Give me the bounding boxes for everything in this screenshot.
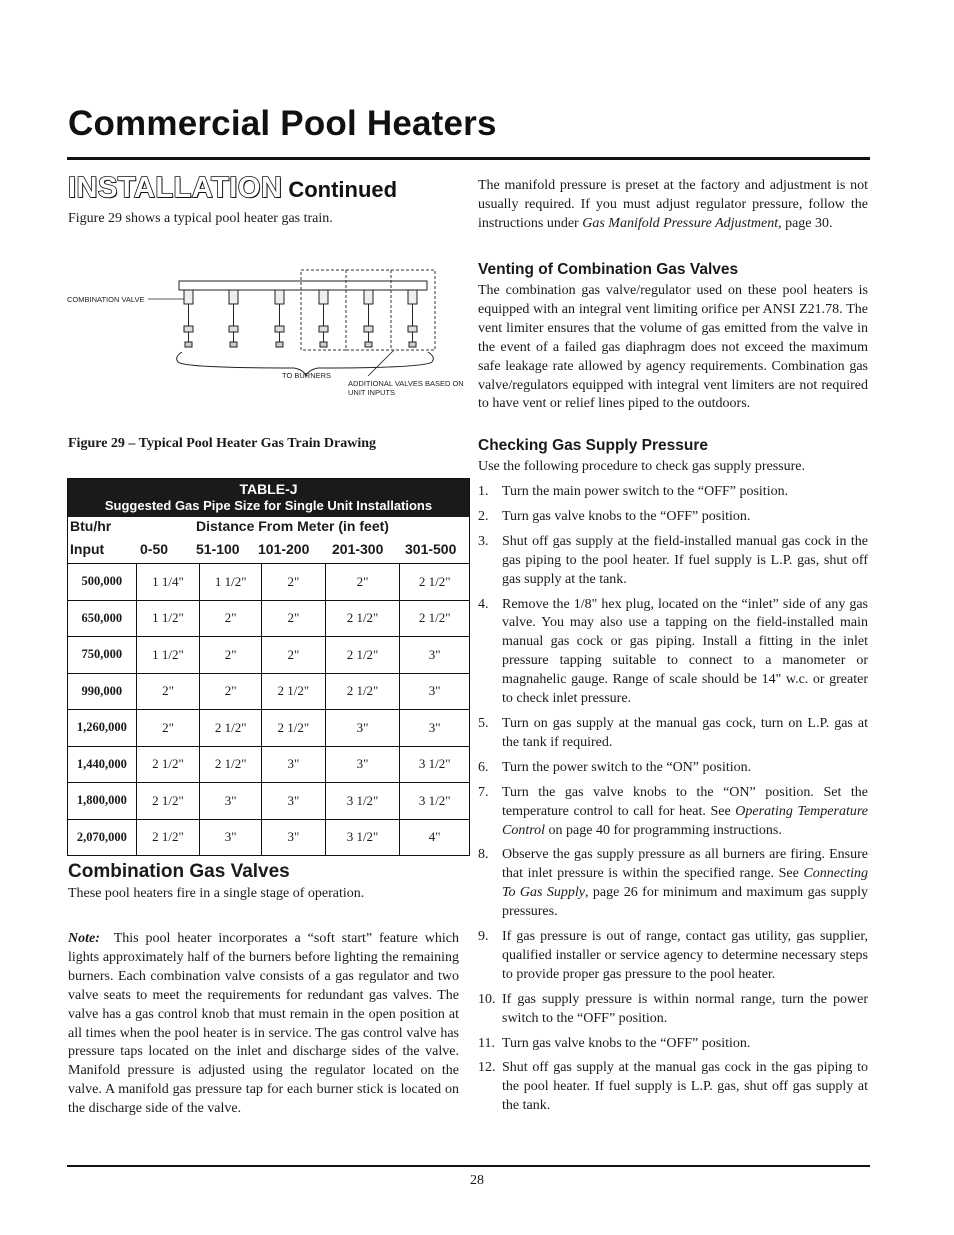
table-cell-size: 3 1/2" [325, 783, 400, 819]
step-text: Turn on gas supply at the manual gas cock, turn on L.P. gas at the tank if required. [502, 715, 868, 750]
figure-intro-text: Figure 29 shows a typical pool heater gas train. [68, 211, 333, 226]
gas-train-figure [64, 262, 472, 402]
step-text: Shut off gas supply at the manual gas cock in the gas piping to the pool heater. If fuel supply is L.P. gas, shut off gas supply at the tank. [502, 1060, 868, 1114]
step-text: Turn gas valve knobs to the “OFF” position. [502, 508, 751, 524]
table-row [68, 600, 469, 637]
valve-1 [184, 290, 193, 347]
procedure-step [478, 1035, 868, 1054]
procedure-step [478, 508, 868, 527]
table-header-band [68, 479, 469, 517]
figure-caption: Figure 29 – Typical Pool Heater Gas Train Drawing [68, 436, 376, 451]
section-heading-sub: Continued [288, 177, 398, 202]
table-cell-size: 2 1/2" [261, 674, 325, 710]
table-cell-size: 3" [199, 820, 261, 856]
head-col-3: 101-200 [258, 541, 310, 557]
table-cell-size: 3" [261, 747, 325, 783]
table-cell-size: 2" [199, 601, 261, 637]
section-heading-main: INSTALLATION [68, 172, 283, 204]
table-body [68, 564, 469, 855]
head-col-2: 51-100 [196, 541, 240, 557]
table-cell-size: 2" [199, 637, 261, 673]
procedure-step [478, 784, 868, 841]
procedure-step [478, 991, 868, 1029]
table-cell-size: 2 1/2" [325, 674, 400, 710]
step-text: Turn the power switch to the “ON” position. [502, 759, 752, 775]
valve-6 [408, 290, 417, 347]
table-cell-size: 2 1/2" [136, 783, 200, 819]
head-col-1: 0-50 [140, 541, 169, 557]
table-cell-input: 500,000 [81, 574, 123, 589]
table-cell-size: 3" [399, 674, 469, 710]
table-cell-size: 2 1/2" [399, 564, 469, 600]
step-text: Shut off gas supply at the field-installed manual gas cock in the gas piping to the pool heater. If fuel supply is L.P. gas, shut off gas supply at the tank. [502, 533, 868, 587]
step-number: 2. [478, 508, 489, 524]
table-cell-size: 3" [399, 637, 469, 673]
footer-rule [67, 1165, 870, 1167]
to-burners-label: TO BURNERS [282, 371, 332, 380]
valve-5 [364, 290, 373, 347]
table-cell-size: 4" [399, 820, 469, 856]
table-row [68, 746, 469, 783]
head-col-4: 201-300 [332, 541, 384, 557]
additional-valves-leader [368, 350, 394, 376]
table-cell-input: 1,800,000 [76, 793, 127, 808]
step-number: 10. [478, 991, 496, 1007]
step-text-after: on page 40 for programming instructions. [545, 822, 782, 838]
procedure-step [478, 483, 868, 502]
step-text: Turn the gas valve knobs to the “ON” position. Set the temperature control to call for heat. See [502, 784, 868, 819]
venting-paragraph: The combination gas valve/regulator used on these pool heaters is equipped with an integral vent limiting orifice per ANSI Z21.78. The vent limiter ensures that the volume of gas emitted from the valve in the event of a failed gas diaphragm does not exceed the maximum safe leakage rate allowed by agency requirements. Combination gas valve/regulators equipped with integral vent limiters are not required to have vent or relief lines piped to the outdoors. [478, 283, 868, 412]
head-input: Input [70, 541, 105, 557]
table-row [68, 709, 469, 746]
step-number: 6. [478, 759, 489, 775]
table-cell-size: 2" [136, 710, 200, 746]
step-text: Turn gas valve knobs to the “OFF” position. [502, 1035, 751, 1051]
table-cell-input: 750,000 [81, 647, 123, 662]
table-cell-size: 2 1/2" [199, 710, 261, 746]
table-cell-size: 1 1/2" [199, 564, 261, 600]
step-reference: Operating Temperature Control [502, 803, 868, 838]
procedure-step [478, 759, 868, 778]
table-cell-size: 3" [261, 783, 325, 819]
step-text: Remove the 1/8" hex plug, located on the “inlet” side of any gas valve. You may also use a tapping on the field-installed main manual gas cock or gas piping. Install a fitting in the inlet pressure tapping suitable to connect to a manometer or magnahelic gauge. Range of scale should be 14" w.c. or greater to check inlet pressure. [502, 596, 868, 707]
step-text: If gas supply pressure is within normal range, turn the power switch to the “OFF” position. [502, 991, 868, 1026]
additional-valves-label-2: UNIT INPUTS [348, 388, 395, 397]
combination-gas-valves-intro: These pool heaters fire in a single stage of operation. [68, 886, 365, 901]
combination-gas-valves-heading: Combination Gas Valves [68, 861, 290, 882]
table-cell-size: 2 1/2" [199, 747, 261, 783]
note-label: Note: [68, 931, 100, 946]
manifold-text-after: , page 30. [778, 215, 833, 231]
table-cell-size: 1 1/2" [136, 601, 200, 637]
step-text-after: , page 26 for minimum and maximum gas supply pressures. [502, 885, 868, 920]
procedure-step [478, 846, 868, 922]
note-text: This pool heater incorporates a “soft start” feature which lights approximately half of the burners before lighting the remaining burners. Each combination valve consists of a gas regulator and two valve seats to meet the requirements for redundant gas valves. The valve has a gas control knob that must remain in the open position at all times when the pool heater is in service. The gas control valve has pressure taps located on the inlet and discharge sides of the valve. Manifold pressure is adjusted using the regulator located on the valve. A manifold gas pressure tap for each burner stick is located on the discharge side of the valve. [68, 931, 459, 1117]
table-row [68, 636, 469, 673]
table-cell-input: 2,070,000 [76, 829, 127, 844]
table-cell-size: 1 1/2" [136, 637, 200, 673]
step-text: Observe the gas supply pressure as all burners are firing. Ensure that inlet pressure is within the specified range. See [502, 847, 868, 882]
step-number: 1. [478, 484, 489, 499]
table-cell-size: 3" [199, 783, 261, 819]
table-cell-input: 1,440,000 [76, 756, 127, 771]
procedure-step [478, 596, 868, 709]
procedure-step [478, 1059, 868, 1116]
additional-valves-label-1: ADDITIONAL VALVES BASED ON [348, 379, 464, 388]
table-subtitle: Suggested Gas Pipe Size for Single Unit Installations [104, 498, 433, 513]
page-number: 28 [470, 1173, 484, 1188]
valve-3 [275, 290, 284, 347]
table-cell-input: 650,000 [81, 610, 123, 625]
step-number: 12. [478, 1060, 496, 1076]
step-number: 8. [478, 847, 489, 863]
procedure-steps [478, 483, 868, 1122]
head-col-5: 301-500 [405, 541, 457, 557]
table-row [68, 819, 469, 856]
step-reference: Connecting To Gas Supply [502, 866, 868, 901]
step-number: 4. [478, 596, 489, 612]
table-cell-size: 2 1/2" [325, 637, 400, 673]
table-cell-size: 3 1/2" [325, 820, 400, 856]
table-cell-input: 990,000 [81, 683, 123, 698]
step-number: 5. [478, 715, 489, 731]
valve-2 [229, 290, 238, 347]
combination-gas-valves-note [68, 930, 459, 1119]
table-cell-size: 2 1/2" [136, 747, 200, 783]
table-cell-size: 3" [325, 747, 400, 783]
table-cell-size: 3" [261, 820, 325, 856]
checking-intro: Use the following procedure to check gas supply pressure. [478, 459, 805, 474]
table-cell-size: 2" [261, 601, 325, 637]
manifold-reference: Gas Manifold Pressure Adjustment [582, 215, 779, 231]
table-cell-size: 2" [199, 674, 261, 710]
head-btu: Btu/hr [70, 518, 112, 534]
valve-4 [319, 290, 328, 347]
procedure-step [478, 533, 868, 590]
section-heading [68, 172, 397, 205]
table-column-header [68, 517, 469, 564]
table-j [67, 478, 470, 856]
head-distance: Distance From Meter (in feet) [196, 518, 389, 534]
table-cell-size: 3" [399, 710, 469, 746]
manifold-paragraph [478, 177, 868, 234]
table-cell-size: 2" [261, 637, 325, 673]
table-cell-size: 2 1/2" [261, 710, 325, 746]
table-row [68, 673, 469, 710]
venting-heading: Venting of Combination Gas Valves [478, 261, 739, 278]
page-title: Commercial Pool Heaters [68, 104, 497, 143]
table-cell-size: 3 1/2" [399, 747, 469, 783]
table-cell-size: 3" [325, 710, 400, 746]
table-cell-size: 2 1/2" [325, 601, 400, 637]
table-cell-size: 1 1/4" [136, 564, 200, 600]
table-row [68, 782, 469, 819]
manifold-text-before: The manifold pressure is preset at the factory and adjustment is not usually required. If you must adjust regulator pressure, follow the instructions under [478, 178, 868, 231]
step-number: 3. [478, 533, 489, 549]
table-name: TABLE-J [239, 481, 298, 497]
step-number: 11. [478, 1035, 495, 1051]
title-rule [67, 157, 870, 160]
table-cell-size: 2" [325, 564, 400, 600]
step-number: 7. [478, 784, 489, 800]
procedure-step [478, 928, 868, 985]
procedure-step [478, 715, 868, 753]
table-cell-size: 2 1/2" [399, 601, 469, 637]
checking-heading: Checking Gas Supply Pressure [478, 437, 709, 454]
step-text: If gas pressure is out of range, contact gas utility, gas supplier, qualified installer or service agency to determine necessary steps to provide proper gas pressure to the pool heater. [502, 929, 868, 982]
step-number: 9. [478, 929, 489, 945]
table-cell-size: 2" [136, 674, 200, 710]
table-cell-size: 2" [261, 564, 325, 600]
manifold-pipe [179, 281, 427, 290]
table-cell-size: 2 1/2" [136, 820, 200, 856]
table-cell-size: 3 1/2" [399, 783, 469, 819]
table-row [68, 564, 469, 600]
table-cell-input: 1,260,000 [76, 720, 127, 735]
step-text: Turn the main power switch to the “OFF” position. [502, 484, 789, 499]
combination-valve-label: COMBINATION VALVE [67, 295, 145, 304]
